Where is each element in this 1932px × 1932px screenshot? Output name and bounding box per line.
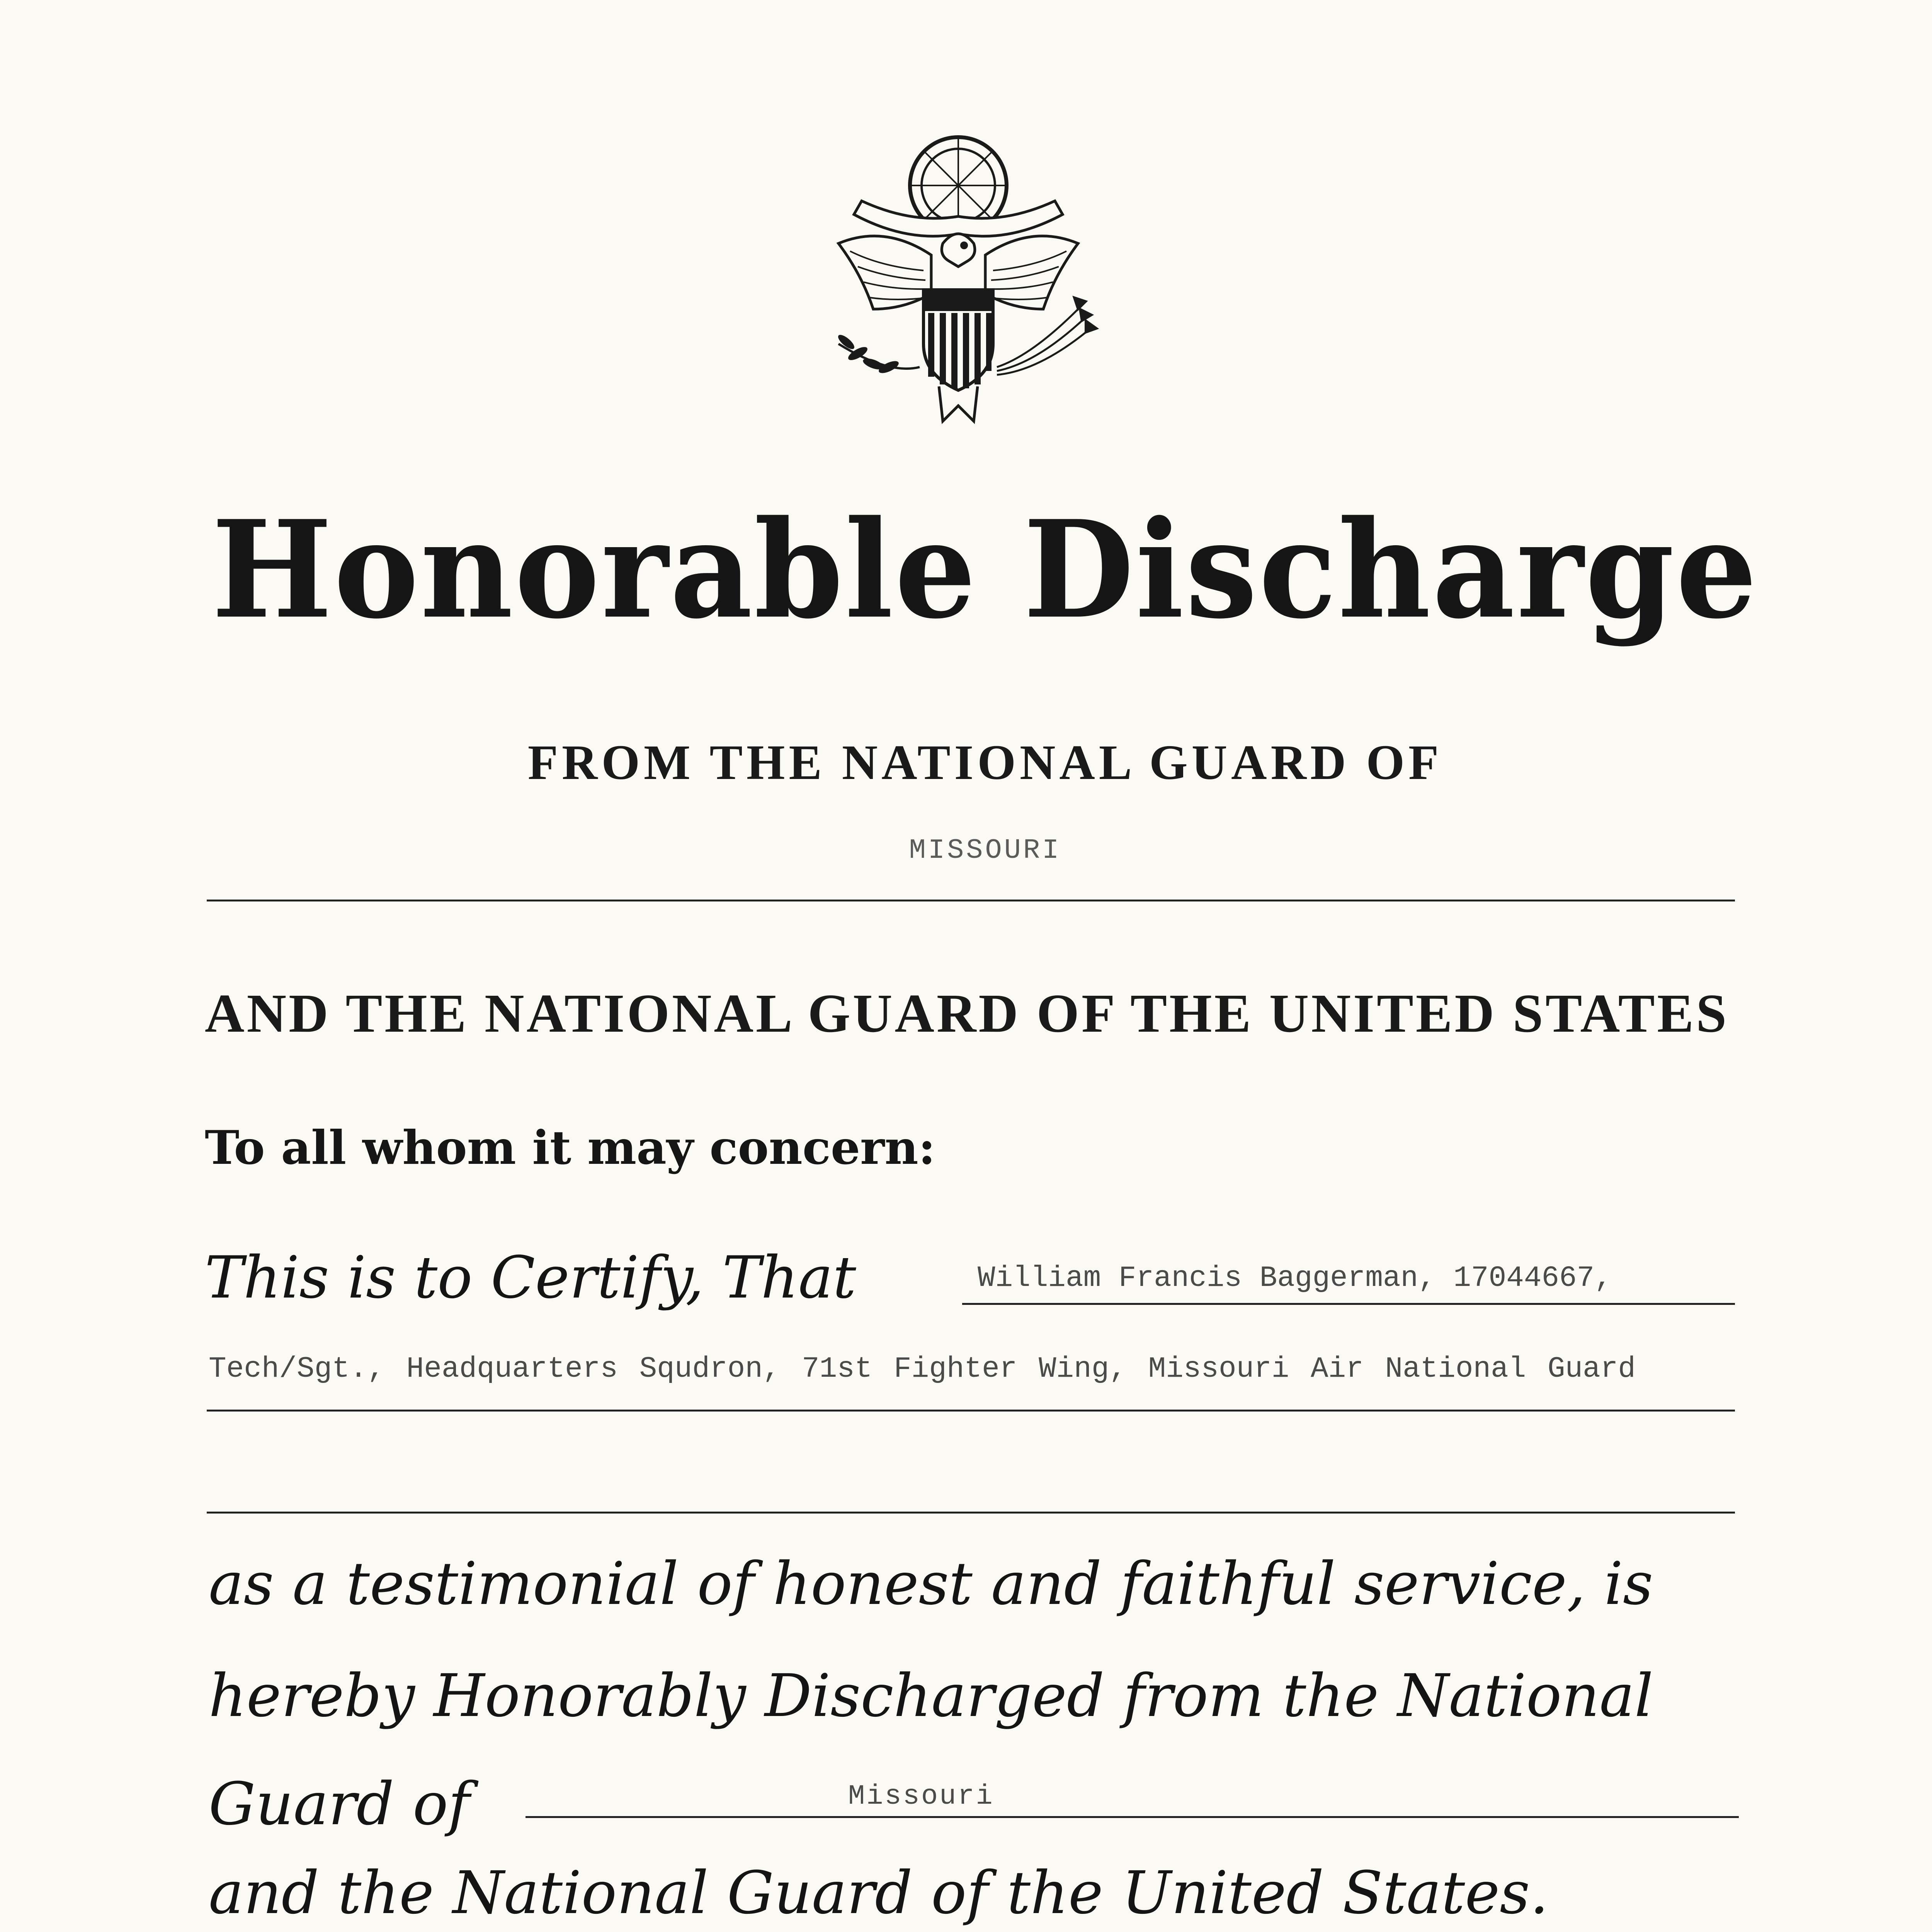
state-body-underline (526, 1816, 1739, 1818)
state-field: MISSOURI (909, 835, 1061, 866)
body-line-1: as a testimonial of honest and faithful service, is (209, 1549, 1653, 1618)
name-serial-field: William Francis Baggerman, 17044667, (978, 1262, 1612, 1295)
salutation: To all whom it may concern: (205, 1121, 935, 1175)
certify-lead: This is to Certify, That (205, 1244, 856, 1311)
state-underline (207, 900, 1735, 901)
state-field-body: Missouri (848, 1781, 994, 1812)
body-line-3: Guard of (209, 1770, 470, 1838)
body-line-2: hereby Honorably Discharged from the National (209, 1662, 1653, 1730)
great-seal-eagle-icon (815, 128, 1101, 437)
rank-unit-field: Tech/Sgt., Headquarters Squdron, 71st Fighter Wing, Missouri Air National Guard (209, 1352, 1636, 1386)
rank-underline (207, 1410, 1735, 1412)
subtitle: FROM THE NATIONAL GUARD OF (527, 735, 1443, 790)
name-underline (962, 1303, 1735, 1305)
ngus-heading: AND THE NATIONAL GUARD OF THE UNITED STATES (205, 983, 1729, 1044)
body-line-4: and the National Guard of the United States. (209, 1859, 1549, 1927)
page-title: Honorable Discharge (211, 491, 1759, 648)
blank-underline (207, 1512, 1735, 1514)
